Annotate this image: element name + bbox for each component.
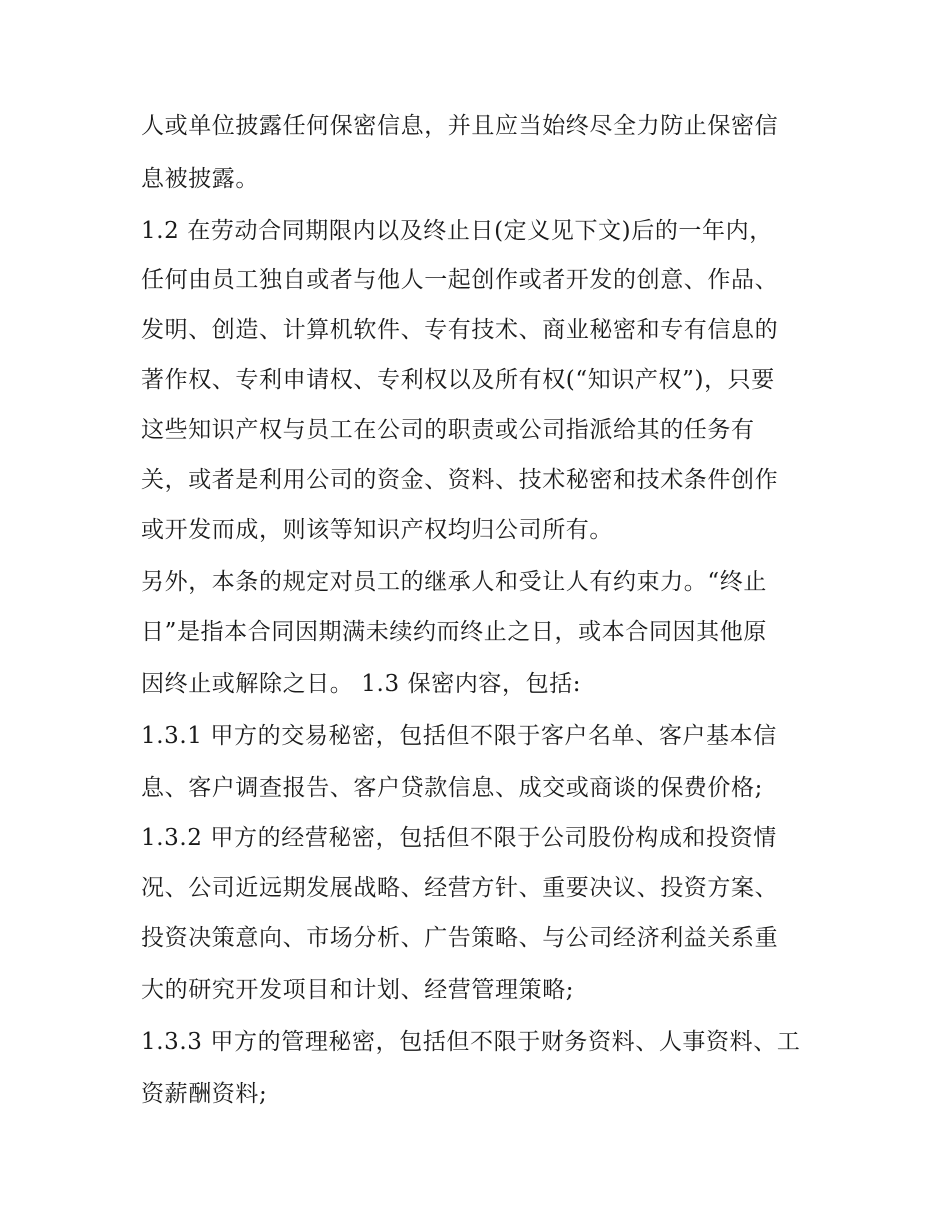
text-line-5: 发明、创造、计算机软件、专有技术、商业秘密和专有信息的 [141, 317, 779, 343]
text-line-11: 日”是指本合同因期满未续约而终止之日，或本合同因其他原 [141, 619, 767, 645]
text-line-14: 息、客户调查报告、客户贷款信息、成交或商谈的保费价格; [141, 775, 763, 801]
text-line-2: 息被披露。 [141, 166, 259, 192]
text-line-12: 因终止或解除之日。 1.3 保密内容，包括: [141, 671, 582, 697]
text-line-17: 投资决策意向、市场分析、广告策略、与公司经济利益关系重 [141, 925, 779, 951]
text-line-18: 大的研究开发项目和计划、经营管理策略; [141, 977, 575, 1003]
text-line-8: 关，或者是利用公司的资金、资料、技术秘密和技术条件创作 [141, 467, 779, 493]
text-line-9: 或开发而成，则该等知识产权均归公司所有。 [141, 517, 613, 543]
text-line-13: 1.3.1 甲方的交易秘密，包括但不限于客户名单、客户基本信 [141, 723, 777, 749]
text-line-15: 1.3.2 甲方的经营秘密，包括但不限于公司股份构成和投资情 [141, 825, 777, 851]
text-line-10: 另外，本条的规定对员工的继承人和受让人有约束力。“终止 [141, 569, 767, 595]
text-line-7: 这些知识产权与员工在公司的职责或公司指派给其的任务有 [141, 417, 755, 443]
text-line-4: 任何由员工独自或者与他人一起创作或者开发的创意、作品、 [141, 267, 779, 293]
text-line-16: 况、公司近远期发展战略、经营方针、重要决议、投资方案、 [141, 875, 779, 901]
text-line-20: 资薪酬资料; [141, 1081, 268, 1107]
text-line-1: 人或单位披露任何保密信息，并且应当始终尽全力防止保密信 [141, 113, 779, 139]
text-line-19: 1.3.3 甲方的管理秘密，包括但不限于财务资料、人事资料、工 [141, 1029, 801, 1055]
text-line-6: 著作权、专利申请权、专利权以及所有权(“知识产权”)，只要 [141, 367, 775, 393]
text-line-3: 1.2 在劳动合同期限内以及终止日(定义见下文)后的一年内， [141, 218, 773, 244]
